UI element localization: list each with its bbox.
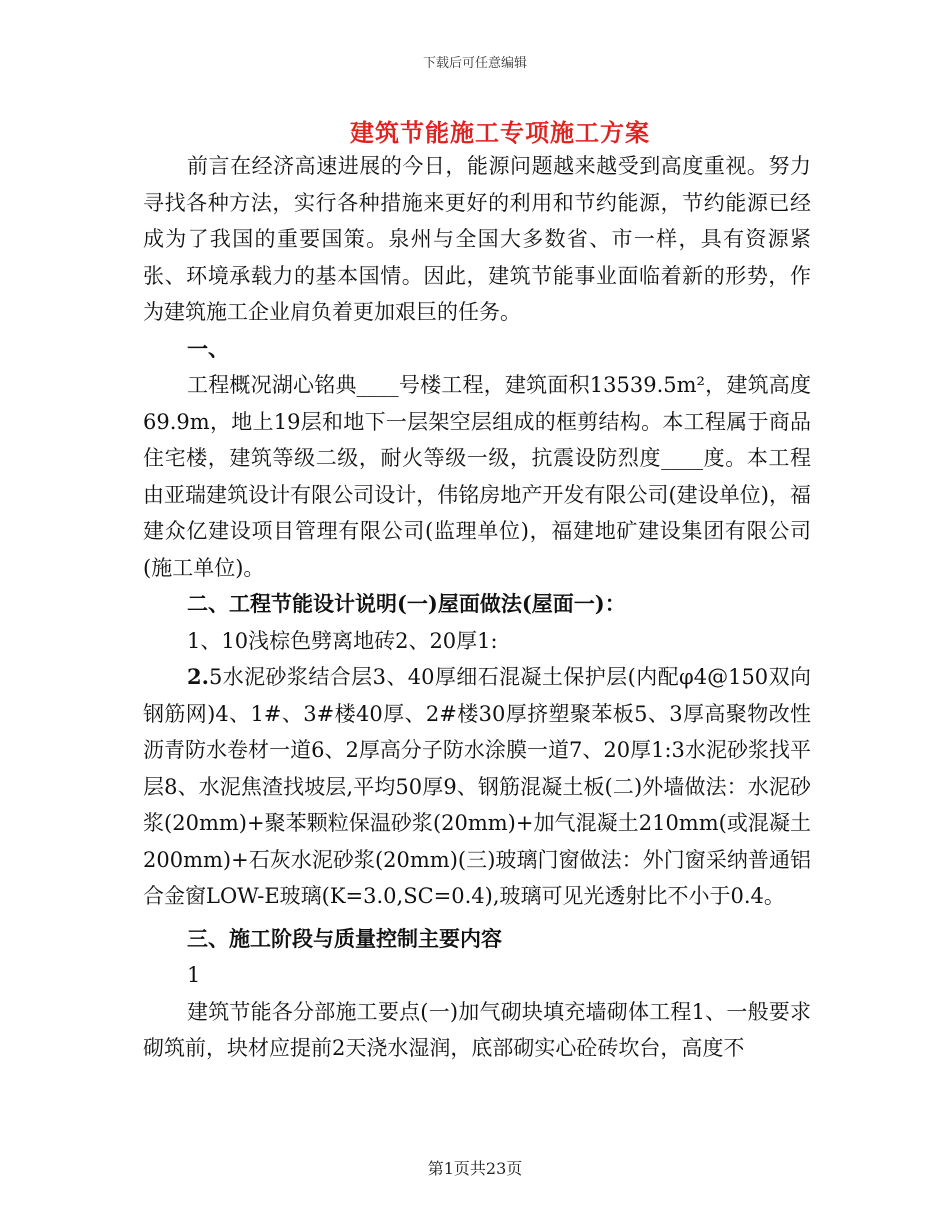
page-header-note: 下载后可任意编辑 <box>422 56 527 71</box>
item2-number: 2. <box>187 664 209 689</box>
page-footer-number: 第1页共23页 <box>427 1159 523 1178</box>
item2-text: 5水泥砂浆结合层3、40厚细石混凝土保护层(内配φ4@150双向钢筋网)4、1#、3#楼40厚、2#楼30厚挤塑聚苯板5、3厚高聚物改性沥青防水卷材一道6、2厚高分子防水涂膜一道7、20厚1:3水泥砂浆找平层8、水泥焦渣找坡层,平均50厚9、钢筋混凝土板(二)外墙做法：水泥砂浆(20mm)+聚苯颗粒保温砂浆(20mm)+加气混凝土210mm(或混凝土200mm)+石灰水泥砂浆(20mm)(三)玻璃门窗做法：外门窗采纳普通铝合金窗LOW-E玻璃(K=3.0,SC=0.4),玻璃可见光透射比不小于0.4。 <box>143 665 811 908</box>
section3-paragraph: 建筑节能各分部施工要点(一)加气砌块填充墙砌体工程1、一般要求砌筑前，块材应提前2天浇水湿润，底部砌实心砼砖坎台，高度不 <box>143 999 811 1060</box>
section3-heading: 三、施工阶段与质量控制主要内容 <box>187 925 502 951</box>
section1-heading: 一、 <box>187 335 229 361</box>
section1-paragraph: 工程概况湖心铭典____号楼工程，建筑面积13539.5m²，建筑高度69.9m，地上19层和地下一层架空层组成的框剪结构。本工程属于商品住宅楼，建筑等级二级，耐火等级一级，抗震设防烈度____度。本工程由亚瑞建筑设计有限公司设计，伟铭房地产开发有限公司(建设单位)，福建众亿建设项目管理有限公司(监理单位)，福建地矿建设集团有限公司(施工单位)。 <box>143 373 811 580</box>
document-body <box>143 148 811 1067</box>
section2-item1: 1、10浅棕色劈离地砖2、20厚1: <box>187 628 498 653</box>
section2-item2 <box>143 659 811 915</box>
intro-paragraph: 前言在经济高速进展的今日，能源问题越来越受到高度重视。努力寻找各种方法，实行各种措施来更好的利用和节约能源，节约能源已经成为了我国的重要国策。泉州与全国大多数省、市一样，具有资源紧张、环境承载力的基本国情。因此，建筑节能事业面临着新的形势，作为建筑施工企业肩负着更加艰巨的任务。 <box>143 154 811 324</box>
section3-number: 1 <box>187 963 201 987</box>
document-title: 建筑节能施工专项施工方案 <box>350 118 650 147</box>
section2-heading: 二、工程节能设计说明(一)屋面做法(屋面一)： <box>187 591 626 616</box>
